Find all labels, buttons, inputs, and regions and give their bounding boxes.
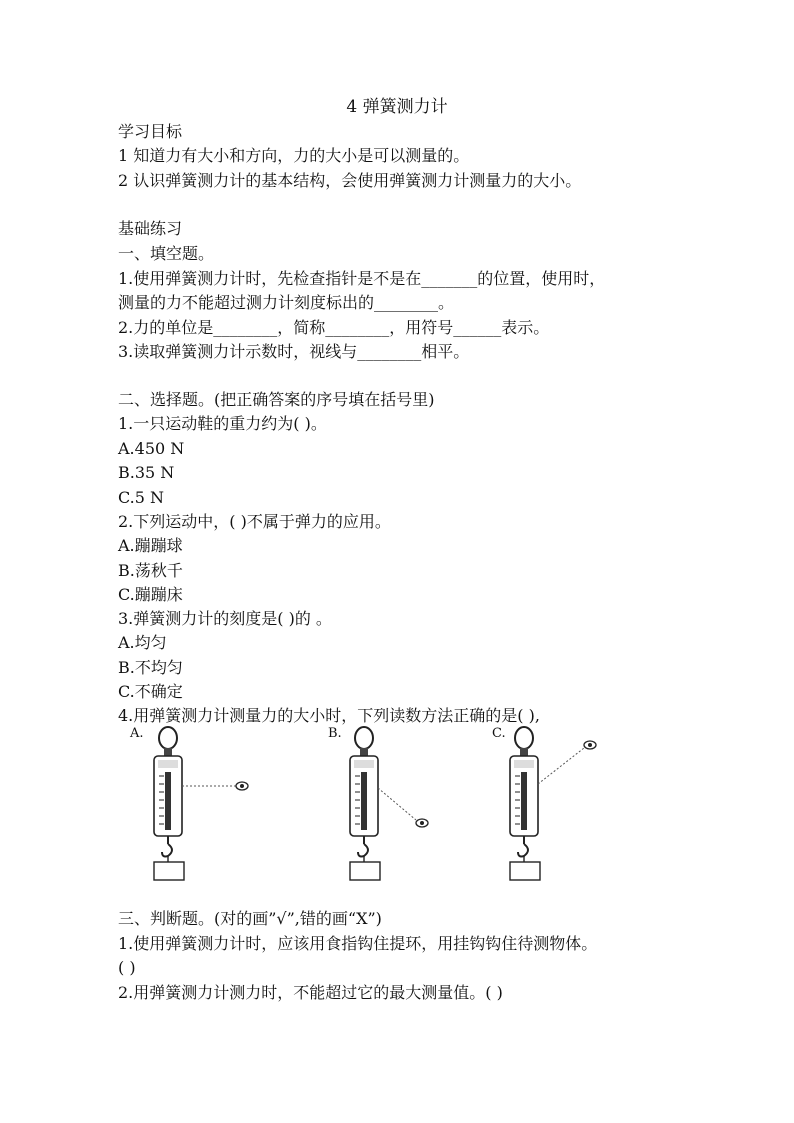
- spring-scale-c-drawing: [480, 724, 630, 892]
- option-line: C.蹦蹦床: [118, 585, 183, 604]
- fill-blank-line: 3.读取弹簧测力计示数时，视线与________相平。: [118, 342, 470, 361]
- option-line: B.荡秋千: [118, 561, 183, 580]
- option-line: C.5 N: [118, 488, 165, 507]
- fill-blank-line: 测量的力不能超过测力计刻度标出的________。: [118, 293, 455, 312]
- spring-scale-figures: [118, 724, 678, 892]
- question-line: 2.下列运动中，( )不属于弹力的应用。: [118, 512, 391, 531]
- option-line: B.不均匀: [118, 658, 183, 677]
- figure-label: B.: [328, 726, 342, 741]
- practice-heading: 基础练习: [118, 219, 183, 238]
- option-line: A.均匀: [118, 633, 167, 652]
- section3-heading: 三、判断题。(对的画”√”,错的画“X”): [118, 909, 382, 928]
- goal-line: 1 知道力有大小和方向，力的大小是可以测量的。: [118, 146, 470, 165]
- judgement-line: ( ): [118, 958, 136, 977]
- figure-label: C.: [492, 726, 506, 741]
- goal-line: 2 认识弹簧测力计的基本结构，会使用弹簧测力计测量力的大小。: [118, 171, 582, 190]
- section1-heading: 一、填空题。: [118, 244, 215, 263]
- question-line: 1.一只运动鞋的重力约为( )。: [118, 414, 327, 433]
- section2-heading: 二、选择题。(把正确答案的序号填在括号里): [118, 390, 435, 409]
- judgement-line: 2.用弹簧测力计测力时，不能超过它的最大测量值。( ): [118, 983, 503, 1002]
- question-line: 3.弹簧测力计的刻度是( )的 。: [118, 609, 332, 628]
- judgement-line: 1.使用弹簧测力计时，应该用食指钩住提环，用挂钩钩住待测物体。: [118, 934, 598, 953]
- question-line: 4.用弹簧测力计测量力的大小时，下列读数方法正确的是( ),: [118, 706, 540, 725]
- option-line: C.不确定: [118, 682, 183, 701]
- figure-option-a: [118, 724, 268, 892]
- figure-label: A.: [130, 726, 144, 741]
- spring-scale-a-drawing: [118, 724, 268, 892]
- goals-heading: 学习目标: [118, 122, 183, 141]
- fill-blank-line: 1.使用弹簧测力计时，先检查指针是不是在_______的位置，使用时，: [118, 269, 606, 288]
- option-line: A.蹦蹦球: [118, 536, 183, 555]
- spring-scale-b-drawing: [316, 724, 466, 892]
- option-line: B.35 N: [118, 463, 175, 482]
- fill-blank-line: 2.力的单位是________，简称________，用符号______表示。: [118, 318, 550, 337]
- figure-option-c: [480, 724, 630, 892]
- figure-option-b: [316, 724, 466, 892]
- page-title: 4 弹簧测力计: [346, 97, 448, 117]
- option-line: A.450 N: [118, 439, 185, 458]
